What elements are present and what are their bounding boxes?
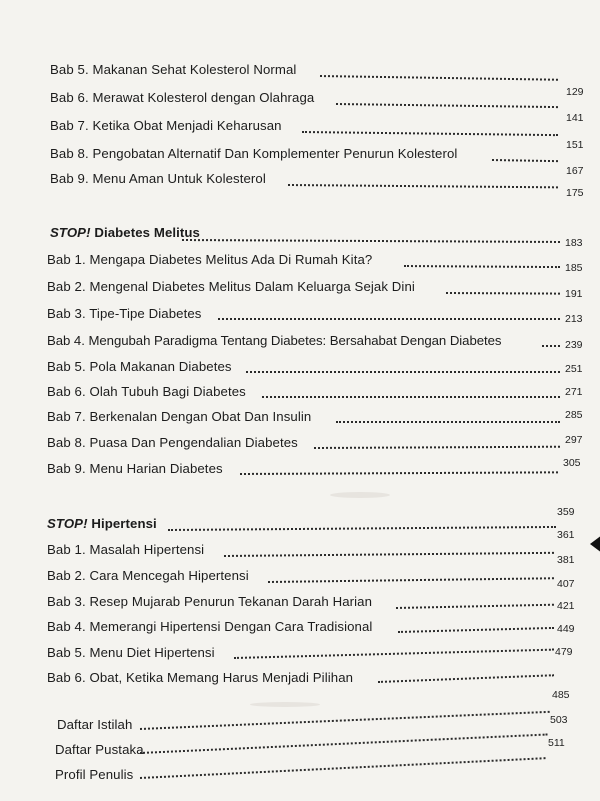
toc-entry-page-number: 485	[552, 689, 570, 701]
toc-entry-label: Bab 2. Cara Mencegah Hipertensi	[47, 568, 249, 583]
toc-entry-page-number: 185	[565, 262, 583, 274]
toc-entry-page-number: 381	[557, 554, 575, 566]
section-title: Diabetes Melitus	[94, 225, 200, 240]
toc-entry-label: Bab 8. Puasa Dan Pengendalian Diabetes	[47, 435, 298, 450]
toc-entry-page-number: 167	[566, 165, 584, 177]
dot-leader	[168, 526, 556, 531]
section-heading-title	[50, 224, 200, 242]
dot-leader	[140, 733, 548, 754]
toc-entry[interactable]	[0, 434, 600, 454]
toc-entry[interactable]	[0, 457, 600, 480]
dot-leader	[224, 552, 554, 557]
toc-entry-page-number: 449	[557, 623, 575, 635]
toc-entry-page-number: 151	[566, 139, 584, 151]
toc-entry-page-number: 297	[565, 434, 583, 446]
toc-entry[interactable]	[0, 117, 600, 151]
dot-leader	[140, 711, 550, 730]
toc-entry[interactable]	[0, 278, 600, 298]
dot-leader	[446, 292, 560, 295]
dot-leader	[404, 265, 560, 268]
dot-leader	[246, 371, 560, 373]
toc-entry[interactable]	[0, 332, 600, 352]
dot-leader	[218, 318, 560, 320]
toc-entry-page-number: 305	[563, 457, 581, 469]
toc-entry[interactable]	[0, 251, 600, 274]
toc-entry-label: Bab 7. Ketika Obat Menjadi Keharusan	[50, 118, 282, 133]
toc-entry[interactable]	[0, 145, 600, 177]
dot-leader	[398, 627, 554, 633]
toc-entry-page-number: 175	[566, 187, 584, 199]
toc-entry[interactable]	[0, 305, 600, 325]
toc-entry-label: Bab 8. Pengobatan Alternatif Dan Komplementer Penurun Kolesterol	[50, 146, 458, 161]
section-heading-page-number: 359	[557, 506, 575, 518]
dot-leader	[302, 131, 558, 136]
toc-entry-page-number: 271	[565, 386, 583, 398]
dot-leader	[378, 674, 554, 683]
dot-leader	[262, 396, 560, 398]
toc-entry-label: Bab 4. Memerangi Hipertensi Dengan Cara Tradisional	[47, 619, 373, 634]
dot-leader	[234, 649, 554, 659]
toc-entry[interactable]	[0, 689, 600, 736]
dot-leader	[492, 159, 558, 162]
toc-entry-label: Daftar Pustaka	[55, 742, 144, 757]
toc-entry[interactable]	[0, 529, 600, 561]
toc-entry-label: Bab 5. Pola Makanan Diabetes	[47, 359, 232, 374]
toc-entry-label: Bab 1. Masalah Hipertensi	[47, 542, 205, 557]
toc-entry-label: Bab 7. Berkenalan Dengan Obat Dan Insulin	[47, 409, 312, 424]
toc-entry-page-number: 361	[557, 529, 575, 541]
toc-entry[interactable]	[0, 170, 600, 199]
toc-entry-page-number: 285	[565, 409, 583, 421]
toc-entry-page-number: 407	[557, 578, 575, 590]
toc-entry-label: Bab 3. Tipe-Tipe Diabetes	[47, 306, 202, 321]
toc-entry-page-number: 213	[565, 313, 583, 325]
toc-entry-label: Bab 4. Mengubah Paradigma Tentang Diabetes: Bersahabat Dengan Diabetes	[47, 333, 502, 348]
toc-entry[interactable]	[0, 554, 600, 587]
toc-entry[interactable]	[0, 358, 600, 378]
toc-entry-page-number: 239	[565, 339, 583, 351]
dot-leader	[240, 471, 558, 475]
section-heading[interactable]	[0, 224, 600, 249]
section-title: Hipertensi	[91, 516, 157, 531]
toc-entry-label: Bab 2. Mengenal Diabetes Melitus Dalam Keluarga Sejak Dini	[47, 279, 415, 294]
page-edge-arrow-icon	[590, 535, 600, 553]
dot-leader	[314, 446, 560, 449]
toc-entry-page-number: 129	[566, 86, 584, 98]
toc-entry-page-number: 191	[565, 288, 583, 300]
toc-entry-label: Bab 6. Merawat Kolesterol dengan Olahraga	[50, 90, 315, 105]
paper-smudge	[330, 492, 390, 498]
dot-leader	[288, 184, 558, 188]
section-heading[interactable]	[0, 506, 600, 535]
dot-leader	[320, 75, 558, 81]
toc-entry-label: Bab 9. Menu Aman Untuk Kolesterol	[50, 171, 266, 186]
dot-leader	[268, 577, 554, 583]
toc-entry-label: Bab 5. Menu Diet Hipertensi	[47, 645, 215, 660]
toc-entry-page-number: 503	[550, 714, 568, 726]
dot-leader	[336, 103, 558, 108]
toc-entry[interactable]	[0, 578, 600, 613]
toc-entry[interactable]	[0, 408, 600, 428]
toc-entry[interactable]	[0, 383, 600, 403]
toc-entry-label: Bab 3. Resep Mujarab Penurun Tekanan Darah Harian	[47, 594, 373, 609]
toc-entry-label: Bab 9. Menu Harian Diabetes	[47, 461, 223, 476]
toc-entry-page-number: 141	[566, 112, 584, 124]
toc-entry-page-number: 511	[548, 737, 565, 749]
stop-label: STOP!	[50, 225, 91, 240]
section-heading-title	[47, 515, 157, 533]
stop-label: STOP!	[47, 516, 88, 531]
toc-entry-label: Bab 6. Obat, Ketika Memang Harus Menjadi Pilihan	[47, 670, 354, 685]
toc-entry-page-number: 421	[557, 600, 575, 612]
toc-entry-label: Bab 6. Olah Tubuh Bagi Diabetes	[47, 384, 246, 399]
toc-entry-label: Profil Penulis	[55, 767, 134, 782]
dot-leader	[396, 604, 554, 609]
toc-entry-page-number: 479	[555, 646, 573, 658]
toc-entry-page-number: 251	[565, 363, 583, 375]
toc-entry[interactable]	[0, 89, 600, 124]
section-heading-page-number: 183	[565, 237, 583, 249]
paper-smudge	[250, 702, 320, 707]
dot-leader	[182, 239, 560, 243]
toc-entry-label: Bab 5. Makanan Sehat Kolesterol Normal	[50, 62, 297, 77]
dot-leader	[336, 421, 560, 423]
toc-entry-label: Bab 1. Mengapa Diabetes Melitus Ada Di Rumah Kita?	[47, 252, 373, 267]
toc-entry-label: Daftar Istilah	[57, 717, 133, 732]
dot-leader	[542, 345, 560, 347]
